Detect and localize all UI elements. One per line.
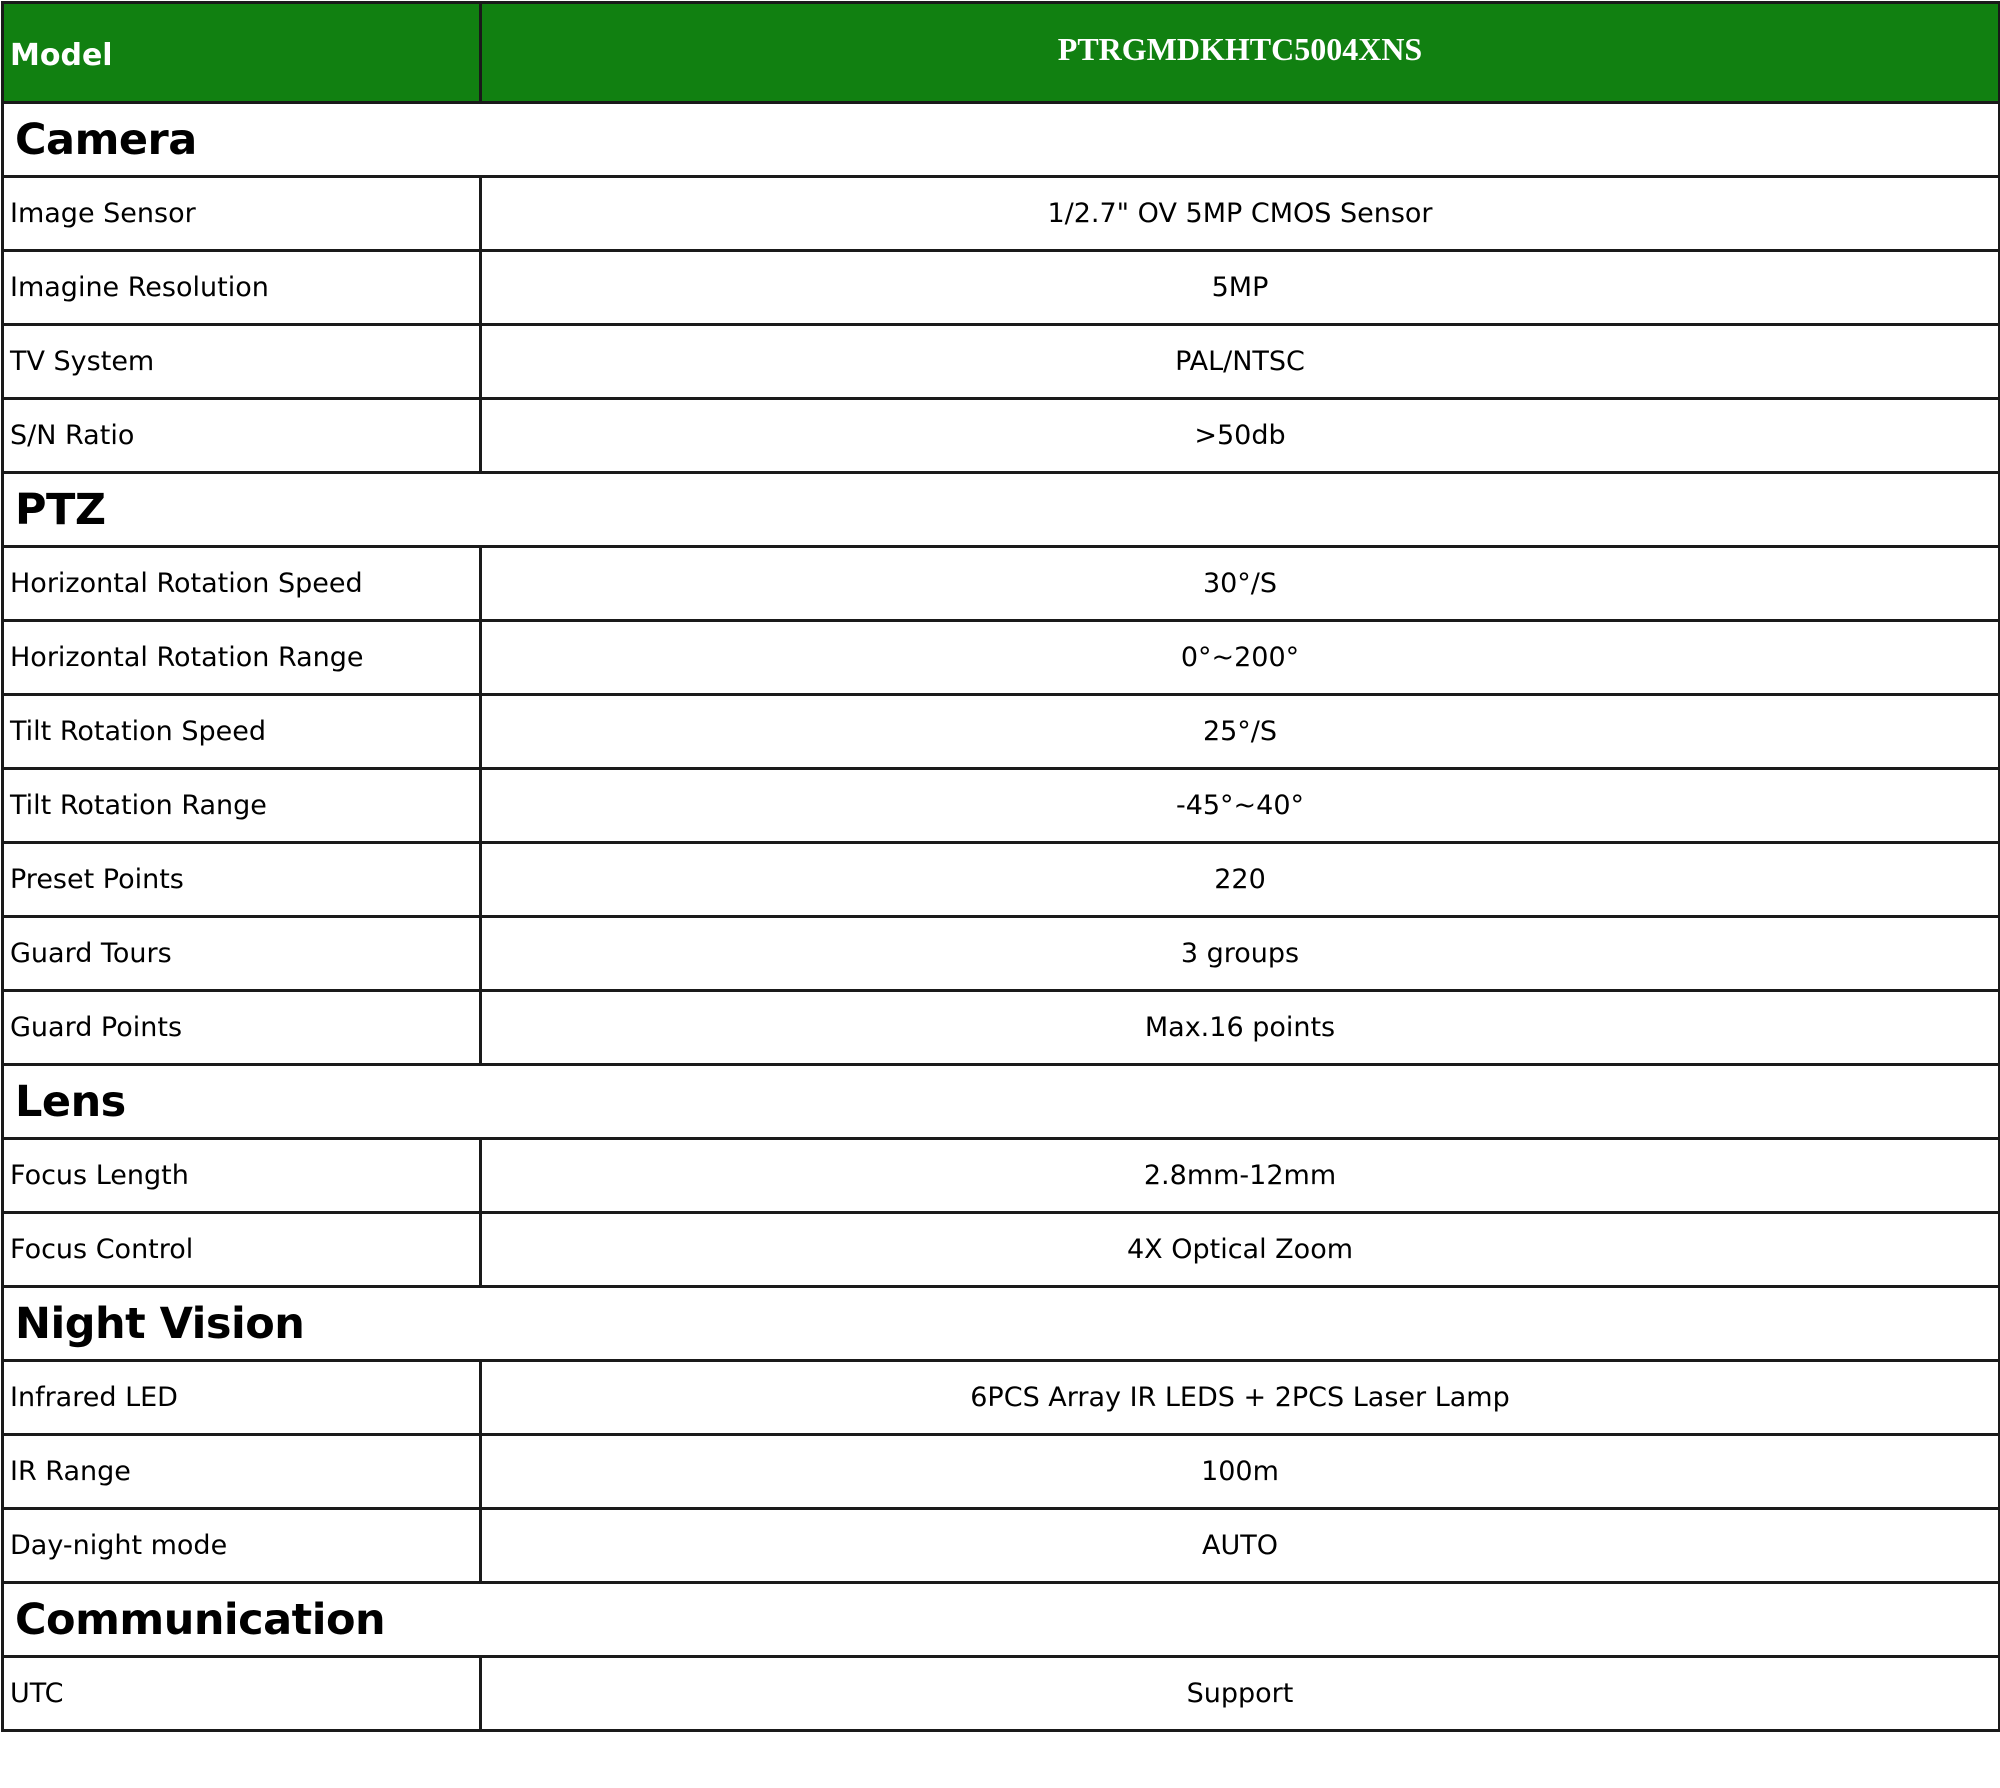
- spec-value: 5MP: [481, 251, 2000, 325]
- spec-row: [3, 547, 2000, 621]
- spec-row: [3, 1213, 2000, 1287]
- section-title: Night Vision: [3, 1287, 2000, 1361]
- section-title: Camera: [3, 103, 2000, 177]
- section-row-ptz: [3, 473, 2000, 547]
- spec-label: Day-night mode: [3, 1509, 481, 1583]
- spec-value: 6PCS Array IR LEDS + 2PCS Laser Lamp: [481, 1361, 2000, 1435]
- spec-label: IR Range: [3, 1435, 481, 1509]
- spec-value: AUTO: [481, 1509, 2000, 1583]
- spec-label: Horizontal Rotation Range: [3, 621, 481, 695]
- spec-row: [3, 1435, 2000, 1509]
- spec-table: [1, 1, 2000, 1732]
- spec-row: [3, 621, 2000, 695]
- spec-value: 4X Optical Zoom: [481, 1213, 2000, 1287]
- spec-row: [3, 1657, 2000, 1731]
- spec-value: >50db: [481, 399, 2000, 473]
- spec-value: 1/2.7" OV 5MP CMOS Sensor: [481, 177, 2000, 251]
- spec-value: 2.8mm-12mm: [481, 1139, 2000, 1213]
- spec-value: 0°~200°: [481, 621, 2000, 695]
- spec-value: PAL/NTSC: [481, 325, 2000, 399]
- spec-row: [3, 251, 2000, 325]
- spec-label: Tilt Rotation Speed: [3, 695, 481, 769]
- section-row-camera: [3, 103, 2000, 177]
- spec-row: [3, 399, 2000, 473]
- spec-row: [3, 325, 2000, 399]
- spec-row: [3, 1361, 2000, 1435]
- spec-label: Infrared LED: [3, 1361, 481, 1435]
- spec-label: Guard Tours: [3, 917, 481, 991]
- section-title: Lens: [3, 1065, 2000, 1139]
- section-row-communication: [3, 1583, 2000, 1657]
- spec-label: S/N Ratio: [3, 399, 481, 473]
- spec-value: -45°~40°: [481, 769, 2000, 843]
- spec-row: [3, 917, 2000, 991]
- spec-row: [3, 1139, 2000, 1213]
- spec-row: [3, 769, 2000, 843]
- spec-value: 3 groups: [481, 917, 2000, 991]
- spec-label: Focus Length: [3, 1139, 481, 1213]
- spec-label: Image Sensor: [3, 177, 481, 251]
- spec-label: Horizontal Rotation Speed: [3, 547, 481, 621]
- spec-label: Guard Points: [3, 991, 481, 1065]
- spec-label: UTC: [3, 1657, 481, 1731]
- model-label: Model: [3, 3, 481, 103]
- section-title: Communication: [3, 1583, 2000, 1657]
- spec-value: Max.16 points: [481, 991, 2000, 1065]
- spec-value: 30°/S: [481, 547, 2000, 621]
- spec-label: Tilt Rotation Range: [3, 769, 481, 843]
- spec-row: [3, 1509, 2000, 1583]
- spec-value: 25°/S: [481, 695, 2000, 769]
- spec-row: [3, 843, 2000, 917]
- spec-table-body: [3, 3, 2000, 1731]
- spec-row: [3, 695, 2000, 769]
- spec-value: 220: [481, 843, 2000, 917]
- spec-label: Preset Points: [3, 843, 481, 917]
- spec-label: Imagine Resolution: [3, 251, 481, 325]
- spec-value: Support: [481, 1657, 2000, 1731]
- spec-label: TV System: [3, 325, 481, 399]
- model-header-row: [3, 3, 2000, 103]
- model-number: PTRGMDKHTC5004XNS: [481, 3, 2000, 103]
- spec-label: Focus Control: [3, 1213, 481, 1287]
- section-row-night-vision: [3, 1287, 2000, 1361]
- spec-row: [3, 177, 2000, 251]
- spec-value: 100m: [481, 1435, 2000, 1509]
- section-row-lens: [3, 1065, 2000, 1139]
- spec-row: [3, 991, 2000, 1065]
- section-title: PTZ: [3, 473, 2000, 547]
